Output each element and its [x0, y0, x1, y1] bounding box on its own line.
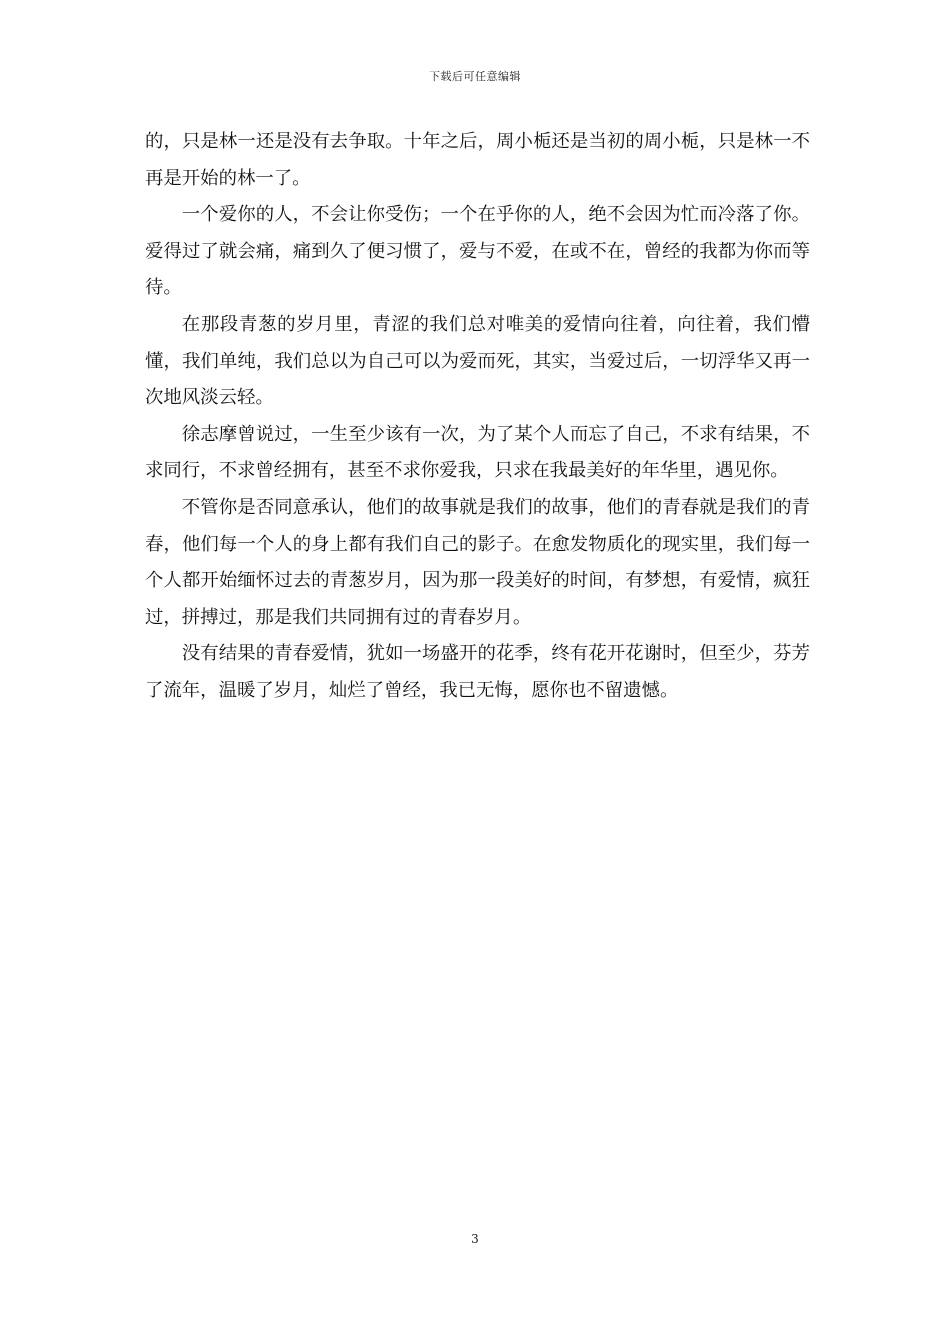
paragraph-2: 一个爱你的人，不会让你受伤；一个在乎你的人，绝不会因为忙而冷落了你。爱得过了就会痛，痛到久了便习惯了，爱与不爱，在或不在，曾经的我都为你而等待。 — [145, 204, 810, 299]
page-number: 3 — [471, 1232, 479, 1246]
paragraph-5: 不管你是否同意承认，他们的故事就是我们的故事，他们的青春就是我们的青春，他们每一个人的身上都有我们自己的影子。在愈发物质化的现实里，我们每一个人都开始缅怀过去的青葱岁月，因为那一段美好的时间，有梦想，有爱情，疯狂过，拼搏过，那是我们共同拥有过的青春岁月。 — [145, 496, 810, 628]
paragraph-1: 的，只是林一还是没有去争取。十年之后，周小栀还是当初的周小栀，只是林一不再是开始的林一了。 — [145, 131, 810, 189]
page-header: 下载后可任意编辑 — [429, 70, 521, 83]
paragraph-6: 没有结果的青春爱情，犹如一场盛开的花季，终有花开花谢时，但至少，芬芳了流年，温暖了岁月，灿烂了曾经，我已无悔，愿你也不留遗憾。 — [145, 643, 810, 701]
paragraph-3: 在那段青葱的岁月里，青涩的我们总对唯美的爱情向往着，向往着，我们懵懂，我们单纯，我们总以为自己可以为爱而死，其实，当爱过后，一切浮华又再一次地风淡云轻。 — [145, 313, 810, 409]
document-body — [145, 124, 810, 710]
paragraph-4: 徐志摩曾说过，一生至少该有一次，为了某个人而忘了自己，不求有结果，不求同行，不求曾经拥有，甚至不求你爱我，只求在我最美好的年华里，遇见你。 — [145, 423, 810, 482]
